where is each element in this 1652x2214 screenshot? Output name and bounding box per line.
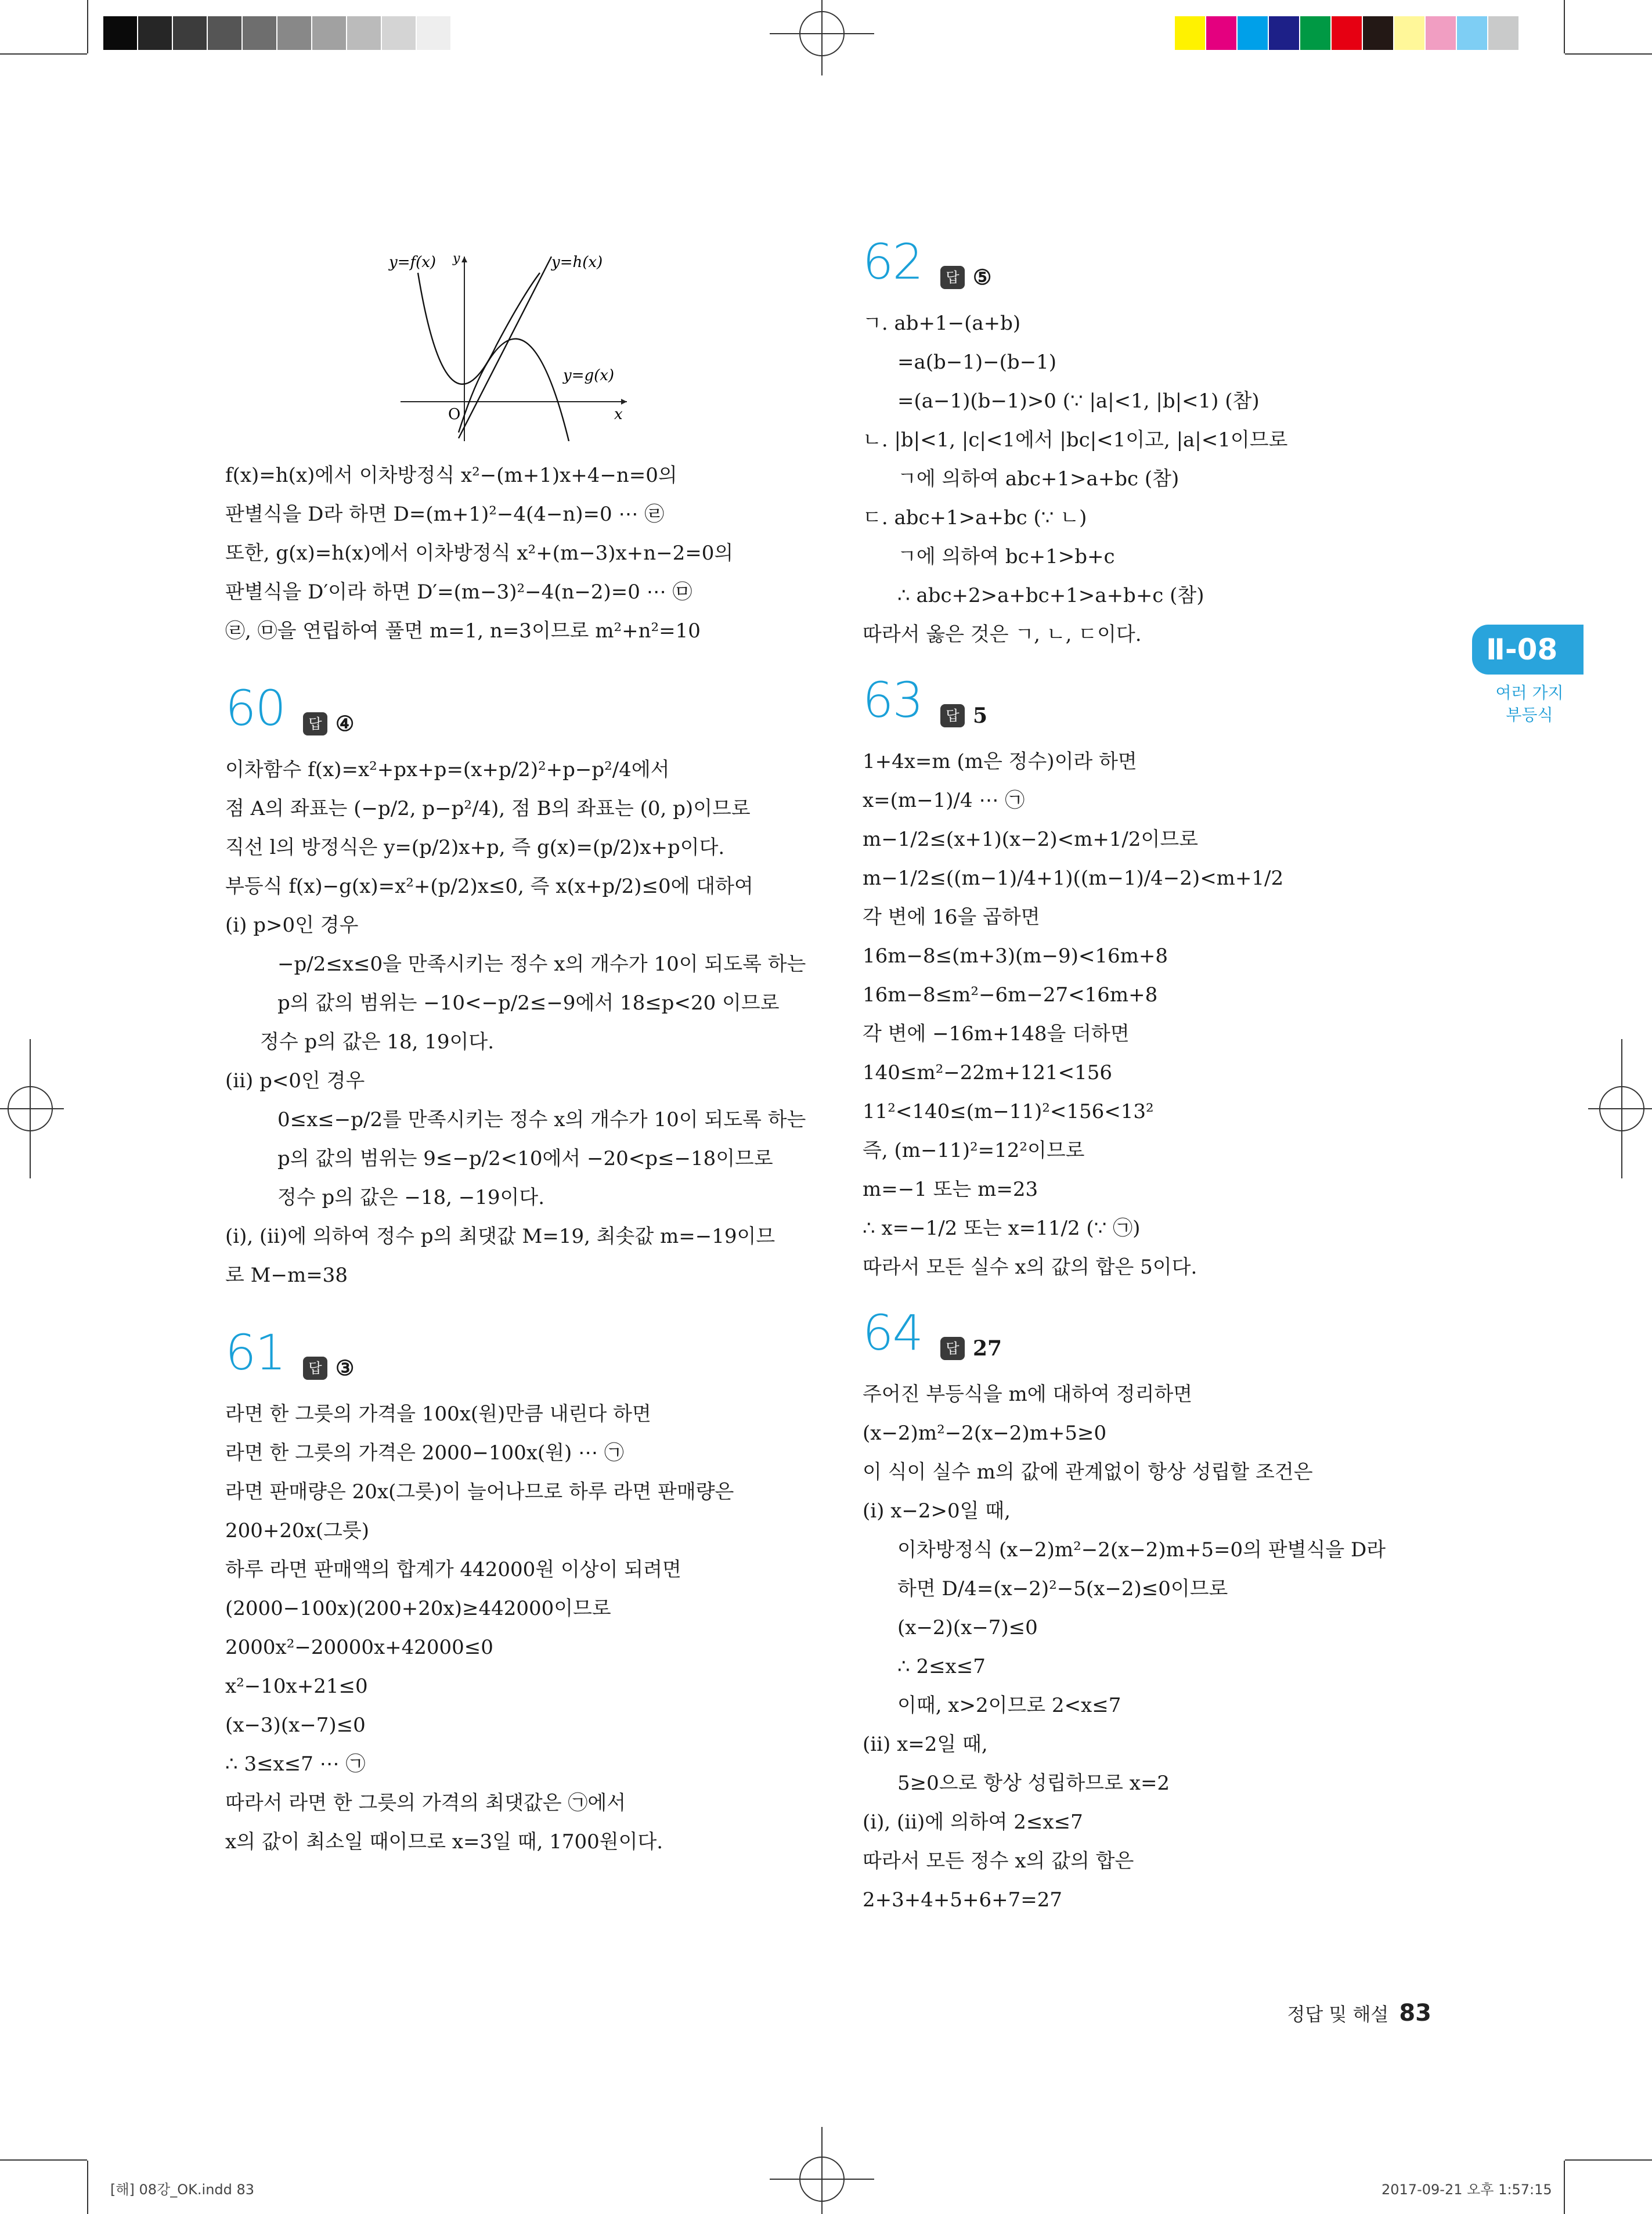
problem-63-header (863, 672, 1455, 742)
solution-line: (ⅰ), (ⅱ)에 의하여 정수 p의 최댓값 M=19, 최솟값 m=−19이므 (225, 1225, 775, 1248)
right-column (863, 233, 1455, 1920)
solution-line: 또한, g(x)=h(x)에서 이차방정식 x²+(m−3)x+n−2=0의 (225, 542, 734, 565)
answer-badge: 답 (940, 266, 965, 289)
solution-line: x의 값이 최소일 때이므로 x=3일 때, 1700원이다. (225, 1830, 663, 1854)
color-swatch (1488, 16, 1518, 50)
solution-line: 16m−8≤m²−6m−27<16m+8 (863, 983, 1158, 1007)
gray-swatch (173, 16, 207, 50)
color-swatch (1269, 16, 1299, 50)
solution-line: 따라서 옳은 것은 ㄱ, ㄴ, ㄷ이다. (863, 623, 1142, 646)
label-x: x (614, 406, 623, 423)
solution-line: x=(m−1)/4 ⋯ ㉠ (863, 789, 1025, 812)
chapter-label-line2: 부등식 (1506, 705, 1553, 724)
solution-line: 2+3+4+5+6+7=27 (863, 1888, 1062, 1912)
solution-line: 각 변에 −16m+148을 더하면 (863, 1022, 1130, 1045)
problem-number: 64 (863, 1304, 922, 1361)
color-swatch (1238, 16, 1268, 50)
registration-mark-bottom (770, 2127, 874, 2214)
solution-line: 따라서 모든 실수 x의 값의 합은 5이다. (863, 1256, 1197, 1279)
solution-line: 주어진 부등식을 m에 대하여 정리하면 (863, 1383, 1193, 1406)
solution-line: 라면 한 그릇의 가격은 2000−100x(원) ⋯ ㉠ (225, 1441, 624, 1465)
solution-line: ∴ x=−1/2 또는 x=11/2 (∵ ㉠) (863, 1217, 1141, 1240)
solution-line: (x−3)(x−7)≤0 (225, 1714, 366, 1737)
solution-line: =a(b−1)−(b−1) (897, 351, 1057, 374)
solution-line: 2000x²−20000x+42000≤0 (225, 1636, 493, 1659)
left-column (225, 456, 806, 1862)
solution-line: −p/2≤x≤0을 만족시키는 정수 x의 개수가 10이 되도록 하는 (277, 953, 806, 976)
problem-60 (225, 680, 806, 1295)
solution-line: 점 A의 좌표는 (−p/2, p−p²/4), 점 B의 좌표는 (0, p)이므로 (225, 797, 751, 820)
solution-line: p의 값의 범위는 9≤−p/2<10에서 −20<p≤−18이므로 (277, 1147, 773, 1170)
answer-badge: 답 (940, 1337, 965, 1360)
curve-g (459, 339, 569, 441)
color-swatch (1332, 16, 1362, 50)
solution-line: 로 M−m=38 (225, 1264, 348, 1287)
page-number: 83 (1399, 2000, 1431, 2027)
chapter-label-line1: 여러 가지 (1495, 683, 1564, 702)
solution-line: 라면 판매량은 20x(그릇)이 늘어나므로 하루 라면 판매량은 (225, 1480, 734, 1503)
color-swatch (1426, 16, 1456, 50)
solution-line: x²−10x+21≤0 (225, 1675, 368, 1698)
answer-badge: 답 (303, 1357, 327, 1380)
solution-line: m−1/2≤((m−1)/4+1)((m−1)/4−2)<m+1/2 (863, 867, 1284, 890)
problem-64-header (863, 1304, 1455, 1375)
solution-line: ㉣, ㉤을 연립하여 풀면 m=1, n=3이므로 m²+n²=10 (225, 619, 701, 643)
label-g: y=g(x) (563, 367, 615, 384)
solution-line: m−1/2≤(x+1)(x−2)<m+1/2이므로 (863, 828, 1199, 851)
solution-line: (x−2)(x−7)≤0 (897, 1616, 1038, 1639)
solution-line: (2000−100x)(200+20x)≥442000이므로 (225, 1597, 611, 1620)
problem-62 (863, 233, 1455, 654)
solution-line: 이때, x>2이므로 2<x≤7 (897, 1694, 1121, 1717)
solution-line: (ⅱ) p<0인 경우 (225, 1069, 365, 1092)
curve-f (418, 273, 540, 384)
registration-mark-left (0, 1039, 64, 1178)
footer-section: 정답 및 해설 (1287, 2003, 1389, 2025)
gray-swatch (277, 16, 311, 50)
solution-line: 정수 p의 값은 −18, −19이다. (277, 1186, 545, 1209)
color-swatch (1363, 16, 1393, 50)
solution-line: 따라서 모든 정수 x의 값의 합은 (863, 1849, 1134, 1873)
solution-line: m=−1 또는 m=23 (863, 1178, 1038, 1201)
gray-swatch (347, 16, 381, 50)
solution-line: (ⅱ) x=2일 때, (863, 1733, 988, 1756)
solution-line: 라면 한 그릇의 가격을 100x(원)만큼 내린다 하면 (225, 1402, 651, 1426)
solution-line: 5≥0으로 항상 성립하므로 x=2 (897, 1772, 1170, 1795)
solution-line: ㄱ에 의하여 bc+1>b+c (897, 545, 1115, 568)
solution-line: p의 값의 범위는 −10<−p/2≤−9에서 18≤p<20 이므로 (277, 991, 780, 1015)
solution-line: 하루 라면 판매액의 합계가 442000원 이상이 되려면 (225, 1558, 681, 1581)
function-graph (371, 250, 639, 441)
answer-badge: 답 (303, 712, 327, 735)
solution-line: 판별식을 D라 하면 D=(m+1)²−4(4−n)=0 ⋯ ㉣ (225, 503, 665, 526)
answer-value: ③ (336, 1356, 355, 1380)
problem-61 (225, 1324, 806, 1862)
solution-line: (x−2)m²−2(x−2)m+5≥0 (863, 1422, 1107, 1445)
slug-file: [해] 08강_OK.indd 83 (110, 2181, 255, 2198)
solution-line: 200+20x(그릇) (225, 1519, 370, 1542)
solution-line: 11²<140≤(m−11)²<156<13² (863, 1100, 1154, 1123)
registration-mark-top (770, 0, 874, 75)
solution-line: 각 변에 16을 곱하면 (863, 906, 1040, 929)
solution-line: ㄷ. abc+1>a+bc (∵ ㄴ) (863, 506, 1087, 529)
chapter-label (1463, 682, 1596, 726)
solution-line: =(a−1)(b−1)>0 (∵ |a|<1, |b|<1) (참) (897, 390, 1260, 413)
gray-swatch (382, 16, 416, 50)
chapter-tab: Ⅱ-08 (1472, 625, 1584, 675)
solution-line: f(x)=h(x)에서 이차방정식 x²−(m+1)x+4−n=0의 (225, 464, 677, 487)
solution-line: 140≤m²−22m+121<156 (863, 1061, 1113, 1084)
solution-line: 판별식을 D′이라 하면 D′=(m−3)²−4(n−2)=0 ⋯ ㉤ (225, 580, 692, 604)
solution-line: ㄱ. ab+1−(a+b) (863, 312, 1021, 335)
color-swatch (1206, 16, 1236, 50)
answer-value: 27 (973, 1336, 1002, 1361)
problem-number: 61 (225, 1324, 285, 1381)
solution-line: 따라서 라면 한 그릇의 가격의 최댓값은 ㉠에서 (225, 1791, 626, 1815)
slug-datetime: 2017-09-21 오후 1:57:15 (1382, 2181, 1552, 2198)
solution-line: 0≤x≤−p/2를 만족시키는 정수 x의 개수가 10이 되도록 하는 (277, 1108, 806, 1131)
solution-line: ∴ 3≤x≤7 ⋯ ㉠ (225, 1753, 366, 1776)
gray-swatch (103, 16, 137, 50)
problem-60-header (225, 680, 806, 751)
problem-number: 60 (225, 680, 285, 737)
color-swatch (1457, 16, 1487, 50)
problem-61-header (225, 1324, 806, 1395)
solution-line: 이 식이 실수 m의 값에 관계없이 항상 성립할 조건은 (863, 1461, 1313, 1484)
problem-63 (863, 672, 1455, 1287)
solution-line: ㄴ. |b|<1, |c|<1에서 |bc|<1이고, |a|<1이므로 (863, 428, 1288, 452)
problem-number: 63 (863, 672, 922, 729)
page-footer (1275, 2000, 1431, 2027)
color-swatch (1175, 16, 1205, 50)
solution-line: ㄱ에 의하여 abc+1>a+bc (참) (897, 467, 1180, 491)
gray-swatch (243, 16, 276, 50)
solution-line: 이차방정식 (x−2)m²−2(x−2)m+5=0의 판별식을 D라 (897, 1538, 1386, 1562)
solution-line: 하면 D/4=(x−2)²−5(x−2)≤0이므로 (897, 1577, 1228, 1600)
solution-line: 직선 l의 방정식은 y=(p/2)x+p, 즉 g(x)=(p/2)x+p이다. (225, 836, 725, 859)
solution-line: ∴ 2≤x≤7 (897, 1655, 986, 1678)
answer-value: ⑤ (973, 265, 992, 290)
gray-swatch (417, 16, 450, 50)
solution-line: (ⅰ) p>0인 경우 (225, 914, 359, 937)
solution-line: 이차함수 f(x)=x²+px+p=(x+p/2)²+p−p²/4에서 (225, 758, 670, 781)
answer-value: 5 (973, 704, 988, 728)
solution-line: (ⅰ) x−2>0일 때, (863, 1499, 1011, 1523)
gray-swatch (138, 16, 172, 50)
answer-badge: 답 (940, 704, 965, 727)
problem-64 (863, 1304, 1455, 1920)
gray-swatch (208, 16, 241, 50)
solution-line: 즉, (m−11)²=12²이므로 (863, 1139, 1085, 1162)
label-h: y=h(x) (551, 254, 603, 271)
solution-line: 정수 p의 값은 18, 19이다. (260, 1030, 495, 1054)
label-y: y (453, 251, 460, 266)
problem-62-header (863, 233, 1455, 304)
answer-value: ④ (336, 712, 355, 736)
problem-number: 62 (863, 233, 922, 290)
solution-line: 부등식 f(x)−g(x)=x²+(p/2)x≤0, 즉 x(x+p/2)≤0에 대하여 (225, 875, 753, 898)
color-swatch (1300, 16, 1330, 50)
solution-line: 16m−8≤(m+3)(m−9)<16m+8 (863, 944, 1168, 968)
solution-line: ∴ abc+2>a+bc+1>a+b+c (참) (897, 584, 1204, 607)
solution-line: 1+4x=m (m은 정수)이라 하면 (863, 750, 1137, 773)
color-swatch (1394, 16, 1424, 50)
line-h (459, 257, 551, 438)
label-f: y=f(x) (389, 254, 437, 271)
solution-line: (ⅰ), (ⅱ)에 의하여 2≤x≤7 (863, 1811, 1083, 1834)
intro-block (225, 456, 806, 651)
label-origin: O (448, 406, 461, 423)
registration-mark-right (1588, 1039, 1652, 1178)
gray-swatch (312, 16, 346, 50)
